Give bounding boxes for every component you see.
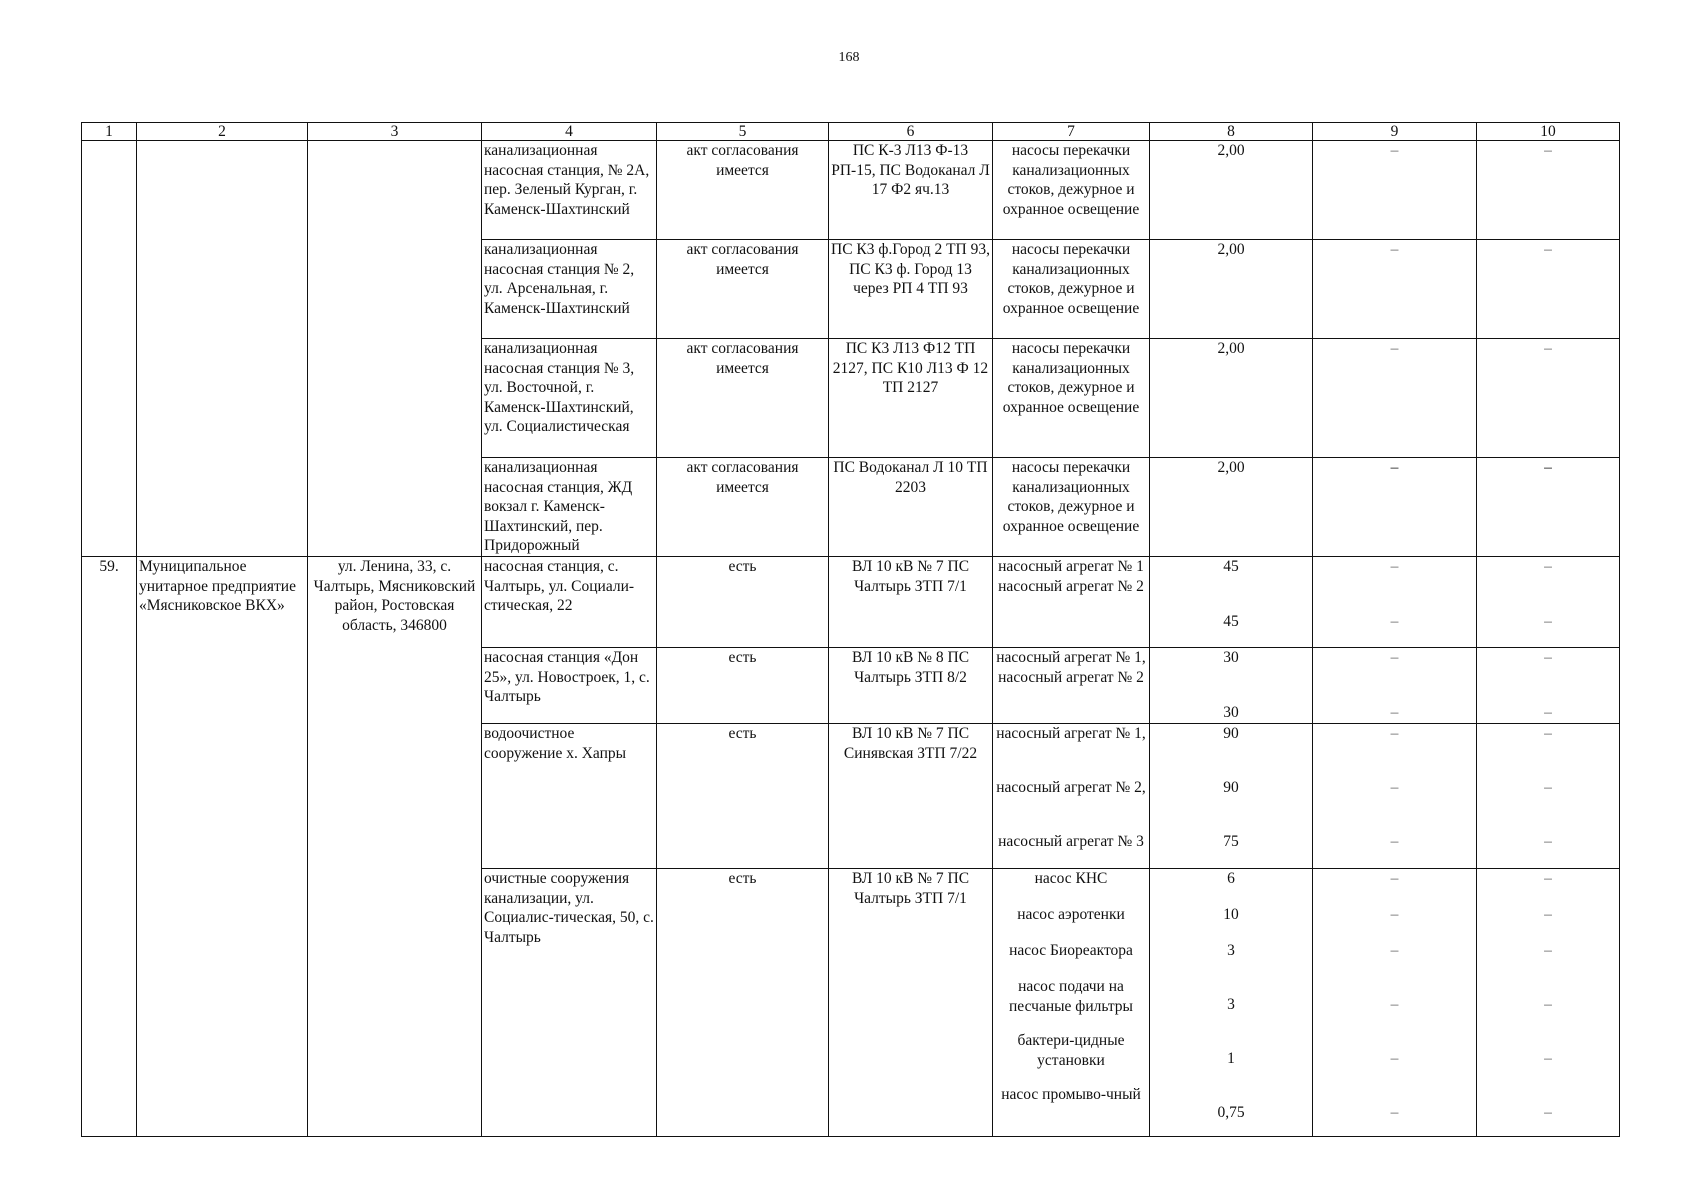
power-value: 1 — [1227, 1050, 1235, 1067]
dash-value: – — [1390, 906, 1399, 923]
act-cell: акт согласования имеется — [657, 141, 829, 240]
power-value: 90 — [1223, 779, 1239, 796]
equipment-item: насосный агрегат № 2 — [998, 668, 1144, 686]
dash-value: – — [1544, 870, 1552, 887]
dash-value: – — [1390, 558, 1399, 575]
act-cell: акт согласования имеется — [657, 458, 829, 557]
dash-cell — [1477, 869, 1620, 1137]
dash-cell — [1477, 724, 1620, 869]
power-value: 30 — [1223, 649, 1239, 666]
power-value: 10 — [1223, 906, 1239, 923]
power-cell — [1150, 869, 1313, 1137]
act-cell: акт согласования имеется — [657, 339, 829, 458]
dash-value: – — [1390, 833, 1399, 850]
supply-cell: ВЛ 10 кВ № 8 ПС Чалтырь ЗТП 8/2 — [829, 648, 993, 724]
dash-value: – — [1544, 996, 1552, 1013]
equipment-cell — [993, 724, 1150, 869]
dash-value: – — [1390, 870, 1399, 887]
col-header: 6 — [829, 123, 993, 141]
equipment-item: насос аэротенки — [1017, 906, 1125, 923]
dash-value: – — [1390, 612, 1399, 630]
col-header: 8 — [1150, 123, 1313, 141]
equipment-item: насосный агрегат № 1, — [996, 725, 1146, 742]
act-cell: акт согласования имеется — [657, 240, 829, 339]
supply-cell: ВЛ 10 кВ № 7 ПС Синявская ЗТП 7/22 — [829, 724, 993, 869]
dash-value: – — [1390, 1104, 1399, 1121]
act-cell: есть — [657, 724, 829, 869]
object-cell: канализационная насосная станция № 3, ул. Восточной, г. Каменск-Шахтинский, ул. Социалистическая — [482, 339, 657, 458]
empty-cell — [82, 141, 137, 557]
dash-value: – — [1544, 703, 1552, 721]
power-value: 45 — [1223, 558, 1239, 575]
equipment-item: насос Биореактора — [1009, 942, 1133, 959]
supply-cell: ВЛ 10 кВ № 7 ПС Чалтырь ЗТП 7/1 — [829, 869, 993, 1137]
equipment-item: насос КНС — [1034, 870, 1108, 887]
dash-value: – — [1390, 1050, 1399, 1067]
dash-cell: – — [1477, 458, 1620, 557]
power-cell — [1150, 648, 1313, 724]
power-value: 90 — [1223, 725, 1239, 742]
equipment-cell: насосы перекачки канализационных стоков, дежурное и охранное освещение — [993, 141, 1150, 240]
act-cell: есть — [657, 869, 829, 1137]
equipment-cell: насосы перекачки канализационных стоков, дежурное и охранное освещение — [993, 458, 1150, 557]
dash-cell: – — [1477, 339, 1620, 458]
equipment-cell: насосы перекачки канализационных стоков, дежурное и охранное освещение — [993, 339, 1150, 458]
equipment-item: насосный агрегат № 2, — [996, 779, 1146, 796]
dash-cell — [1313, 869, 1477, 1137]
dash-value: – — [1544, 649, 1552, 666]
table-row — [82, 557, 1620, 648]
supply-cell: ВЛ 10 кВ № 7 ПС Чалтырь ЗТП 7/1 — [829, 557, 993, 648]
object-cell: канализационная насосная станция, ЖД вокзал г. Каменск-Шахтинский, пер. Придорожный — [482, 458, 657, 557]
dash-cell: – — [1313, 458, 1477, 557]
power-cell: 2,00 — [1150, 141, 1313, 240]
dash-value: – — [1544, 833, 1552, 850]
act-cell: есть — [657, 557, 829, 648]
dash-value: – — [1544, 942, 1552, 959]
object-cell: насосная станция, с. Чалтырь, ул. Социали-стическая, 22 — [482, 557, 657, 648]
supply-cell: ПС К-3 Л13 Ф-13 РП-15, ПС Водоканал Л 17 Ф2 яч.13 — [829, 141, 993, 240]
dash-value: – — [1544, 779, 1552, 796]
dash-value: – — [1544, 612, 1552, 630]
dash-cell — [1313, 557, 1477, 648]
supply-cell: ПС Водоканал Л 10 ТП 2203 — [829, 458, 993, 557]
dash-cell — [1313, 724, 1477, 869]
dash-value: – — [1390, 703, 1399, 721]
table-row — [82, 141, 1620, 240]
equipment-item: насосный агрегат № 1, — [996, 649, 1146, 666]
organization-address: ул. Ленина, 33, с. Чалтырь, Мясниковский район, Ростовская область, 346800 — [308, 557, 482, 1137]
data-table — [81, 122, 1620, 1137]
dash-cell: – — [1313, 141, 1477, 240]
power-cell: 2,00 — [1150, 240, 1313, 339]
object-cell: канализационная насосная станция № 2, ул. Арсенальная, г. Каменск-Шахтинский — [482, 240, 657, 339]
dash-cell — [1477, 648, 1620, 724]
dash-value: – — [1544, 1104, 1552, 1121]
power-cell: 2,00 — [1150, 339, 1313, 458]
dash-cell: – — [1313, 240, 1477, 339]
organization-name: Муниципальное унитарное предприятие «Мясниковское ВКХ» — [137, 557, 308, 1137]
col-header: 7 — [993, 123, 1150, 141]
dash-value: – — [1544, 558, 1552, 575]
col-header: 5 — [657, 123, 829, 141]
dash-value: – — [1390, 996, 1399, 1013]
power-cell — [1150, 724, 1313, 869]
equipment-cell — [993, 557, 1150, 648]
power-value: 6 — [1227, 870, 1235, 887]
power-value: 45 — [1223, 612, 1239, 630]
col-header: 4 — [482, 123, 657, 141]
equipment-cell — [993, 648, 1150, 724]
dash-value: – — [1390, 649, 1399, 666]
power-value: 75 — [1223, 833, 1239, 850]
dash-value: – — [1544, 1050, 1552, 1067]
power-value: 30 — [1223, 703, 1239, 721]
col-header: 3 — [308, 123, 482, 141]
dash-value: – — [1390, 779, 1399, 796]
equipment-item: насосный агрегат № 2 — [998, 577, 1144, 595]
equipment-item: насосный агрегат № 1 — [998, 558, 1144, 575]
col-header: 9 — [1313, 123, 1477, 141]
col-header: 1 — [82, 123, 137, 141]
header-row — [82, 123, 1620, 141]
dash-cell — [1477, 557, 1620, 648]
dash-value: – — [1390, 725, 1399, 742]
object-cell: водоочистное сооружение х. Хапры — [482, 724, 657, 869]
object-cell: насосная станция «Дон 25», ул. Новостроек, 1, с. Чалтырь — [482, 648, 657, 724]
equipment-item: насос промыво-чный — [1001, 1086, 1141, 1103]
col-header: 2 — [137, 123, 308, 141]
dash-cell — [1313, 648, 1477, 724]
supply-cell: ПС К3 Л13 Ф12 ТП 2127, ПС К10 Л13 Ф 12 ТП 2127 — [829, 339, 993, 458]
act-cell: есть — [657, 648, 829, 724]
power-value: 3 — [1227, 996, 1235, 1013]
entry-number: 59. — [82, 557, 137, 1137]
col-header: 10 — [1477, 123, 1620, 141]
power-cell — [1150, 557, 1313, 648]
dash-value: – — [1390, 942, 1399, 959]
dash-value: – — [1544, 725, 1552, 742]
empty-cell — [308, 141, 482, 557]
object-cell: канализационная насосная станция, № 2А, пер. Зеленый Курган, г. Каменск-Шахтинский — [482, 141, 657, 240]
equipment-item: бактери-цидные установки — [1017, 1032, 1125, 1069]
power-value: 0,75 — [1217, 1104, 1245, 1121]
object-cell: очистные сооружения канализации, ул. Социалис-тическая, 50, с. Чалтырь — [482, 869, 657, 1137]
power-cell: 2,00 — [1150, 458, 1313, 557]
equipment-item: насос подачи на песчаные фильтры — [1009, 978, 1133, 1015]
dash-cell: – — [1477, 141, 1620, 240]
empty-cell — [137, 141, 308, 557]
equipment-cell: насосы перекачки канализационных стоков, дежурное и охранное освещение — [993, 240, 1150, 339]
equipment-item: насосный агрегат № 3 — [998, 833, 1144, 850]
power-value: 3 — [1227, 942, 1235, 959]
equipment-cell — [993, 869, 1150, 1137]
dash-cell: – — [1313, 339, 1477, 458]
supply-cell: ПС К3 ф.Город 2 ТП 93, ПС К3 ф. Город 13 через РП 4 ТП 93 — [829, 240, 993, 339]
dash-value: – — [1544, 906, 1552, 923]
dash-cell: – — [1477, 240, 1620, 339]
page-number: 168 — [838, 50, 860, 65]
